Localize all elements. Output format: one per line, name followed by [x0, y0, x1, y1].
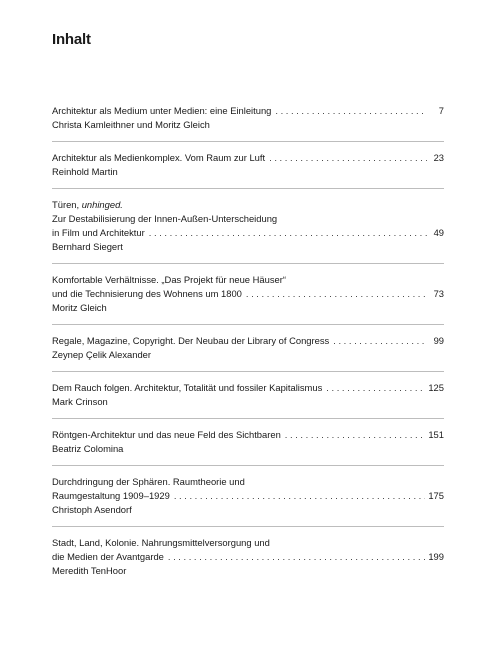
toc-entry-title: Architektur als Medium unter Medien: eine Einleitung: [52, 105, 272, 116]
toc-entry-title: Dem Rauch folgen. Architektur, Totalität und fossiler Kapitalismus: [52, 382, 323, 393]
dot-leader: [246, 287, 427, 301]
divider: [52, 141, 444, 142]
toc-entry: [52, 273, 444, 315]
dot-leader: [174, 489, 426, 503]
toc-entry-page: 99: [433, 335, 444, 346]
toc-entry-title-line: [52, 381, 444, 395]
divider: [52, 526, 444, 527]
toc-entry-title-line: Komfortable Verhältnisse. „Das Projekt für neue Häuser“: [52, 274, 286, 285]
toc-entry-author: Christoph Asendorf: [52, 504, 132, 515]
toc-entry-title: Raumgestaltung 1909–1929: [52, 490, 170, 501]
divider: [52, 263, 444, 264]
dot-leader: [333, 334, 427, 348]
toc-entry-title-line: [52, 151, 444, 165]
toc-entry-title: Türen,: [52, 199, 82, 210]
toc-entry: [52, 104, 444, 132]
toc-entry-author: Christa Kamleithner und Moritz Gleich: [52, 119, 210, 130]
toc-entry: [52, 536, 444, 578]
toc-entry-title: in Film und Architektur: [52, 227, 145, 238]
toc-entry: [52, 381, 444, 409]
dot-leader: [168, 550, 425, 564]
toc-entry-title-line: [52, 334, 444, 348]
toc-entry-title-line: Zur Destabilisierung der Innen-Außen-Unterscheidung: [52, 213, 278, 224]
divider: [52, 188, 444, 189]
toc-entry-page: 49: [433, 227, 444, 238]
toc-entry: [52, 151, 444, 179]
toc-entry-title: Regale, Magazine, Copyright. Der Neubau der Library of Congress: [52, 335, 330, 346]
toc-entry-page: 73: [433, 288, 444, 299]
toc-entry-author: Mark Crinson: [52, 396, 108, 407]
toc-entry-title: Architektur als Medienkomplex. Vom Raum zur Luft: [52, 152, 266, 163]
toc-entry-author: Meredith TenHoor: [52, 565, 127, 576]
toc-entry: [52, 334, 444, 362]
dot-leader: [285, 428, 426, 442]
divider: [52, 371, 444, 372]
toc-entry: [52, 428, 444, 456]
divider: [52, 465, 444, 466]
toc-entry-author: Reinhold Martin: [52, 166, 118, 177]
toc-entry-title-line: Stadt, Land, Kolonie. Nahrungsmittelversorgung und: [52, 537, 270, 548]
toc-entry-page: 23: [433, 152, 444, 163]
toc-entry-author: Bernhard Siegert: [52, 241, 123, 252]
toc-entry-title-line: Durchdringung der Sphären. Raumtheorie und: [52, 476, 245, 487]
divider: [52, 418, 444, 419]
divider: [52, 324, 444, 325]
toc-entry-title-line: [52, 489, 444, 503]
toc-entry-page: 151: [428, 429, 444, 440]
toc-entry-author: Beatriz Colomina: [52, 443, 124, 454]
toc-entry-page: 175: [428, 490, 444, 501]
toc-entry-title-italic: unhinged.: [81, 199, 123, 210]
page-title: Inhalt: [52, 31, 91, 48]
toc-entry-title-line: [52, 226, 444, 240]
toc-entry-title-line: [52, 550, 444, 564]
toc-entry-page: 199: [428, 551, 444, 562]
dot-leader: [275, 104, 427, 118]
toc-entry: [52, 475, 444, 517]
toc-entry: [52, 198, 444, 254]
toc-entry-title-line: [52, 198, 444, 212]
dot-leader: [149, 226, 427, 240]
toc-entry-title-line: [52, 104, 444, 118]
toc-entry-title-line: [52, 287, 444, 301]
toc-entry-page: 125: [428, 382, 444, 393]
dot-leader: [326, 381, 425, 395]
toc-entry-title: und die Technisierung des Wohnens um 1800: [52, 288, 242, 299]
toc-entry-page: 7: [438, 105, 444, 116]
dot-leader: [269, 151, 427, 165]
toc-entry-author: Zeynep Çelik Alexander: [52, 349, 152, 360]
toc-entry-title: die Medien der Avantgarde: [52, 551, 164, 562]
toc-entry-title-line: [52, 428, 444, 442]
table-of-contents: [52, 104, 444, 578]
toc-entry-title: Röntgen-Architektur und das neue Feld des Sichtbaren: [52, 429, 281, 440]
toc-entry-author: Moritz Gleich: [52, 302, 107, 313]
